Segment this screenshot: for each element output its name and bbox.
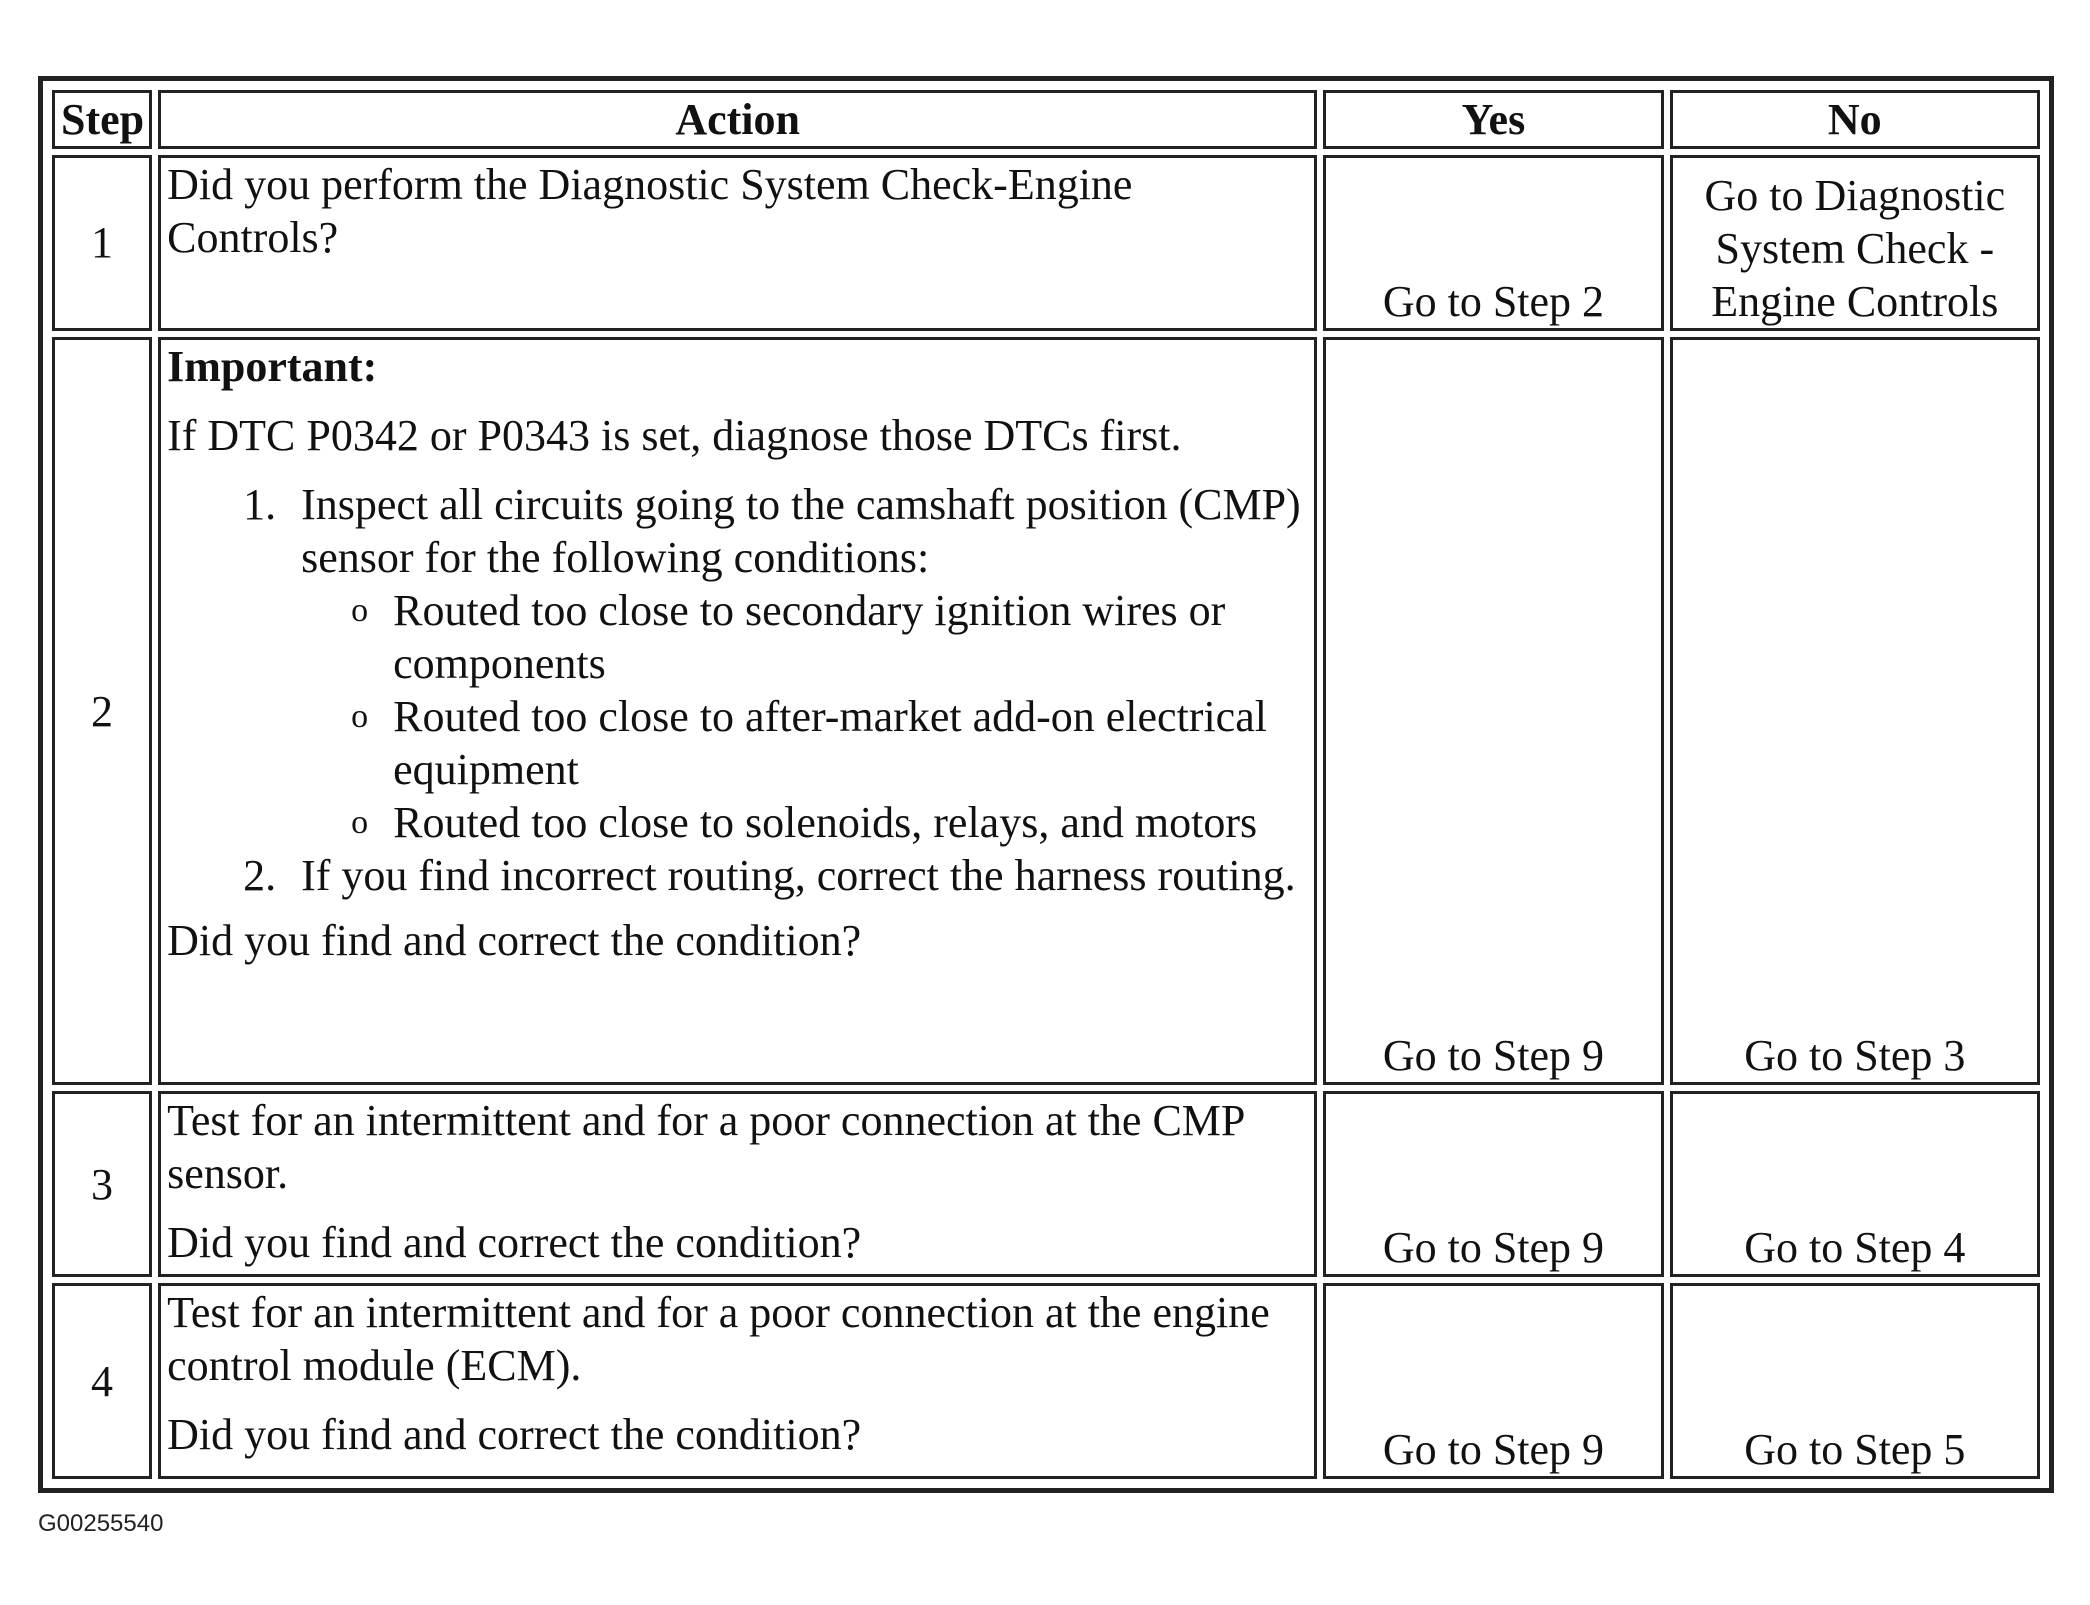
header-action: Action — [158, 90, 1317, 149]
step-number: 3 — [52, 1091, 152, 1277]
header-no: No — [1670, 90, 2040, 149]
list-item — [287, 849, 1308, 902]
step-number: 2 — [52, 337, 152, 1085]
action-text: Test for an intermittent and for a poor connection at the engine control module (ECM). — [167, 1288, 1270, 1391]
hollow-circle-bullet-icon: o — [351, 697, 369, 735]
action-cell — [158, 1283, 1317, 1479]
step-number: 1 — [52, 155, 152, 331]
table-row — [52, 337, 2040, 1085]
list-item — [351, 796, 1308, 849]
list-item — [287, 478, 1308, 849]
table-row — [52, 155, 2040, 331]
hollow-circle-bullet-icon: o — [351, 803, 369, 841]
condition-text: Routed too close to solenoids, relays, and motors — [393, 797, 1258, 847]
procedure-list — [167, 478, 1308, 902]
condition-list — [301, 584, 1308, 849]
header-yes: Yes — [1323, 90, 1663, 149]
list-item-text: Inspect all circuits going to the camshaft position (CMP) sensor for the following conditions: — [301, 479, 1301, 582]
diagnostic-table-frame — [38, 76, 2054, 1493]
figure-code: G00255540 — [38, 1510, 164, 1537]
no-cell: Go to Step 3 — [1670, 337, 2040, 1085]
action-text: Test for an intermittent and for a poor connection at the CMP sensor. — [167, 1096, 1244, 1199]
action-cell — [158, 155, 1317, 331]
list-item — [351, 690, 1308, 796]
question-text: Did you find and correct the condition? — [167, 915, 862, 965]
header-step: Step — [52, 90, 152, 149]
step-number: 4 — [52, 1283, 152, 1479]
action-text: Did you perform the Diagnostic System Check-Engine Controls? — [167, 160, 1133, 262]
table-row — [52, 1091, 2040, 1277]
condition-text: Routed too close to after-market add-on electrical equipment — [393, 691, 1267, 794]
action-cell — [158, 337, 1317, 1085]
important-text: If DTC P0342 or P0343 is set, diagnose those DTCs first. — [167, 410, 1182, 460]
hollow-circle-bullet-icon: o — [351, 591, 369, 629]
question-text: Did you find and correct the condition? — [167, 1218, 862, 1268]
yes-cell: Go to Step 9 — [1323, 1091, 1663, 1277]
list-item — [351, 584, 1308, 690]
header-row — [52, 90, 2040, 149]
important-label: Important: — [167, 341, 378, 391]
no-cell: Go to Step 5 — [1670, 1283, 2040, 1479]
no-cell: Go to Step 4 — [1670, 1091, 2040, 1277]
yes-cell: Go to Step 9 — [1323, 1283, 1663, 1479]
question-text: Did you find and correct the condition? — [167, 1410, 862, 1460]
no-cell: Go to Diagnostic System Check - Engine Controls — [1670, 155, 2040, 331]
action-cell — [158, 1091, 1317, 1277]
diagnostic-table — [46, 84, 2046, 1485]
condition-text: Routed too close to secondary ignition wires or components — [393, 585, 1226, 688]
table-row — [52, 1283, 2040, 1479]
yes-cell: Go to Step 9 — [1323, 337, 1663, 1085]
yes-cell: Go to Step 2 — [1323, 155, 1663, 331]
list-item-text: If you find incorrect routing, correct the harness routing. — [301, 850, 1296, 900]
